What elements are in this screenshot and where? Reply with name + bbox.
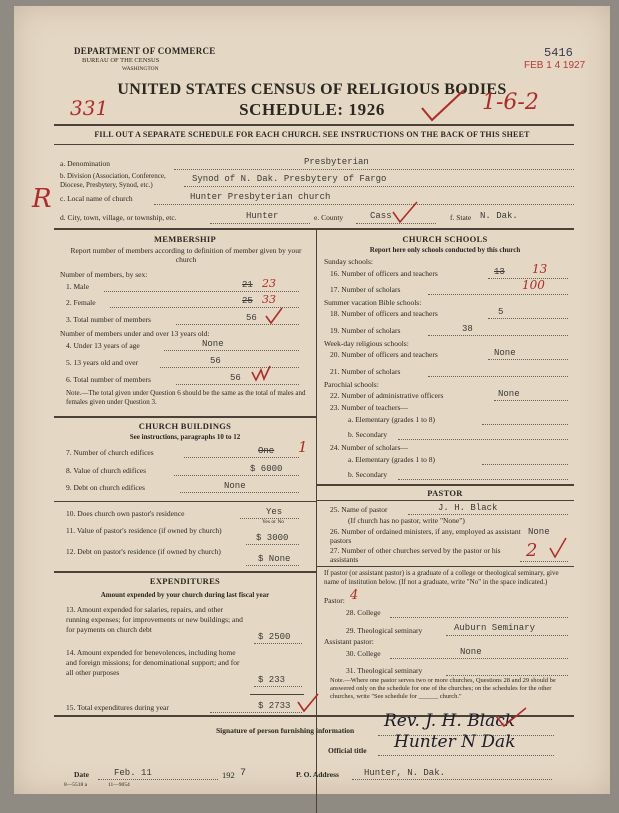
membership-note: Note.—The total given under Question 6 should be the same as the total of males and females given under Question 3. — [66, 389, 306, 406]
q2-label: 2. Female — [66, 298, 96, 307]
expenditures-intro: Amount expended by your church during last fiscal year — [100, 591, 270, 599]
q24a-label: a. Elementary (grades 1 to 8) — [348, 455, 436, 464]
q1-label: 1. Male — [66, 282, 89, 291]
pastor-note: Note.—Where one pastor serves two or more churches, Questions 28 and 29 should be answered only on the schedule for one of the churches; on the schedules for the other churches, write "See schedule for ______ church." — [330, 677, 556, 700]
church-buildings-heading: CHURCH BUILDINGS — [138, 421, 232, 431]
q15-label: 15. Total expenditures during year — [66, 703, 169, 712]
q11-value: $ 3000 — [256, 533, 289, 543]
q21-label: 21. Number of scholars — [330, 367, 401, 376]
q12-label: 12. Debt on pastor's residence (if owned by church) — [66, 547, 221, 556]
pastor-heading: PASTOR — [427, 488, 463, 498]
signature-value: Rev. J. H. Black — [384, 711, 516, 731]
city-value: Hunter — [246, 211, 279, 221]
form-print-number: 11—9054 — [108, 782, 130, 788]
q12-value: $ None — [258, 554, 291, 564]
po-address-label: P. O. Address — [296, 770, 339, 779]
q10-subnote: Yes or No — [262, 519, 285, 525]
q25-label: 25. Name of pastor — [330, 505, 388, 514]
graduate-instruction: If pastor (or assistant pastor) is a graduate of a college or theological seminary, give name of institution below. (If not a graduate, write "No" in the space indicated.) — [324, 569, 559, 586]
q23-label: 23. Number of teachers— — [330, 403, 408, 412]
q2-handwritten-value: 33 — [262, 293, 276, 306]
sunday-schools-label: Sunday schools: — [324, 257, 373, 266]
q17-label: 17. Number of scholars — [330, 285, 401, 294]
q18-value: 5 — [498, 307, 504, 317]
members-by-sex-label: Number of members, by sex: — [60, 270, 148, 279]
q1-handwritten-value: 23 — [262, 277, 276, 290]
q23a-label: a. Elementary (grades 1 to 8) — [348, 415, 436, 424]
q16-handwritten-value: 13 — [532, 262, 548, 276]
date-value: Feb. 11 — [114, 768, 152, 778]
division-label: b. Division (Association, Conference, Diocese, Presbytery, Synod, etc.) — [60, 172, 166, 189]
q24b-label: b. Secondary — [348, 470, 388, 479]
weekday-schools-label: Week-day religious schools: — [324, 339, 409, 348]
membership-intro: Report number of members according to definition of member given by your church — [70, 246, 302, 264]
schools-intro: Report here only schools conducted by this church — [369, 246, 521, 254]
q6-check-mark — [250, 364, 272, 384]
q25-value: J. H. Black — [438, 503, 498, 513]
q13-label: 13. Amount expended for salaries, repairs, and other running expenses; for improvements or new buildings; and for payments on church debt — [66, 605, 243, 634]
q20-value: None — [494, 348, 516, 358]
q23b-label: b. Secondary — [348, 430, 388, 439]
q6-label: 6. Total number of members — [66, 375, 151, 384]
q2-typed-value: 25 — [242, 296, 253, 306]
form-title: UNITED STATES CENSUS OF RELIGIOUS BODIES — [117, 81, 507, 98]
schedule-title: SCHEDULE: 1926 — [239, 100, 385, 119]
q24-label: 24. Number of scholars— — [330, 443, 408, 452]
q28-label: 28. College — [346, 608, 381, 617]
q10-value: Yes — [266, 507, 283, 517]
q14-label: 14. Amount expended for benevolences, including home and foreign missions; for denominational support; and for all other purposes — [66, 648, 240, 677]
year-prefix: 192 — [222, 770, 235, 780]
q3-value: 56 — [246, 313, 257, 323]
state-label: f. State — [450, 213, 472, 222]
q26-value: None — [528, 527, 550, 537]
county-check-mark — [390, 200, 420, 226]
local-name-value: Hunter Presbyterian church — [190, 192, 331, 202]
q30-value: None — [460, 647, 482, 657]
form-number: 8—5518 a — [64, 782, 88, 788]
q16-label: 16. Number of officers and teachers — [330, 269, 438, 278]
county-label: e. County — [314, 213, 344, 222]
q16-typed-value: 13 — [494, 267, 505, 277]
handwritten-code-left: 331 — [70, 96, 109, 120]
handwritten-code-right: 1-6-2 — [482, 90, 539, 115]
assistant-pastor-subheading: Assistant pastor: — [324, 637, 374, 646]
county-value: Cass — [370, 211, 392, 221]
q7-typed-value: One — [258, 446, 275, 456]
q19-label: 19. Number of scholars — [330, 326, 401, 335]
q3-check-mark — [264, 306, 284, 326]
q26-label: 26. Number of ordained ministers, if any, employed as assistant pastors — [330, 527, 521, 545]
q8-label: 8. Value of church edifices — [66, 466, 147, 475]
state-value: N. Dak. — [480, 211, 518, 221]
q9-value: None — [224, 481, 246, 491]
q31-label: 31. Theological seminary — [346, 666, 423, 675]
q13-value: $ 2500 — [258, 632, 291, 642]
header-check-mark — [418, 86, 468, 126]
denomination-label: a. Denomination — [60, 159, 110, 168]
date-label: Date — [74, 770, 89, 779]
q7-handwritten-value: 1 — [298, 438, 308, 456]
signature-check-mark — [494, 706, 528, 730]
q15-check-mark — [296, 692, 320, 714]
pastor-handwritten-mark: 4 — [350, 588, 359, 603]
q29-value: Auburn Seminary — [454, 623, 536, 633]
fill-instruction: FILL OUT A SEPARATE SCHEDULE FOR EACH CHURCH. SEE INSTRUCTIONS ON THE BACK OF THIS SHEET — [94, 130, 530, 139]
members-by-age-label: Number of members under and over 13 years old: — [60, 329, 210, 338]
city-heading: WASHINGTON — [122, 66, 159, 72]
official-title-label: Official title — [328, 746, 367, 755]
division-value: Synod of N. Dak. Presbytery of Fargo — [192, 174, 387, 184]
department-heading: DEPARTMENT OF COMMERCE — [74, 46, 216, 56]
summer-schools-label: Summer vacation Bible schools: — [324, 298, 422, 307]
q14-value: $ 233 — [258, 675, 286, 685]
margin-mark: R — [32, 184, 52, 214]
q1-typed-value: 21 — [242, 280, 253, 290]
year-suffix: 7 — [240, 768, 247, 779]
q20-label: 20. Number of officers and teachers — [330, 350, 438, 359]
q17-handwritten-value: 100 — [522, 278, 545, 292]
bureau-heading: BUREAU OF THE CENSUS — [82, 57, 160, 64]
q4-value: None — [202, 339, 224, 349]
denomination-value: Presbyterian — [304, 157, 369, 167]
q9-label: 9. Debt on church edifices — [66, 483, 145, 492]
po-address-value: Hunter, N. Dak. — [364, 768, 446, 778]
q5-value: 56 — [210, 356, 221, 366]
pastor-subheading: Pastor: — [324, 596, 345, 605]
q15-value: $ 2733 — [258, 701, 291, 711]
q18-label: 18. Number of officers and teachers — [330, 309, 438, 318]
membership-heading: MEMBERSHIP — [153, 234, 217, 244]
parochial-schools-label: Parochial schools: — [324, 380, 379, 389]
q27-check-mark — [548, 536, 568, 560]
local-name-label: c. Local name of church — [60, 194, 133, 203]
q7-label: 7. Number of church edifices — [66, 448, 154, 457]
q22-value: None — [498, 389, 520, 399]
q30-label: 30. College — [346, 649, 381, 658]
q5-label: 5. 13 years old and over — [66, 358, 139, 367]
official-title-value: Hunter N Dak — [394, 732, 516, 752]
q3-label: 3. Total number of members — [66, 315, 151, 324]
q10-label: 10. Does church own pastor's residence — [66, 509, 185, 518]
q4-label: 4. Under 13 years of age — [66, 341, 140, 350]
q27-handwritten-value: 2 — [526, 540, 538, 561]
buildings-instruction: See instructions, paragraphs 10 to 12 — [129, 433, 241, 441]
city-label: d. City, town, village, or township, etc. — [60, 213, 177, 222]
q11-label: 11. Value of pastor's residence (if owned by church) — [66, 526, 222, 535]
q6-value: 56 — [230, 373, 241, 383]
church-schools-heading: CHURCH SCHOOLS — [402, 234, 488, 244]
expenditures-heading: EXPENDITURES — [149, 576, 221, 586]
q25-subnote: (If church has no pastor, write "None") — [348, 516, 465, 525]
q8-value: $ 6000 — [250, 464, 283, 474]
file-number-stamp: 5416 — [544, 46, 573, 60]
census-schedule-form — [14, 6, 610, 794]
q19-value: 38 — [462, 324, 473, 334]
signature-label: Signature of person furnishing information — [216, 726, 355, 735]
received-date-stamp: FEB 1 4 1927 — [524, 60, 586, 71]
q29-label: 29. Theological seminary — [346, 626, 423, 635]
q27-label: 27. Number of other churches served by the pastor or his assistants — [330, 546, 501, 564]
q22-label: 22. Number of administrative officers — [330, 391, 444, 400]
